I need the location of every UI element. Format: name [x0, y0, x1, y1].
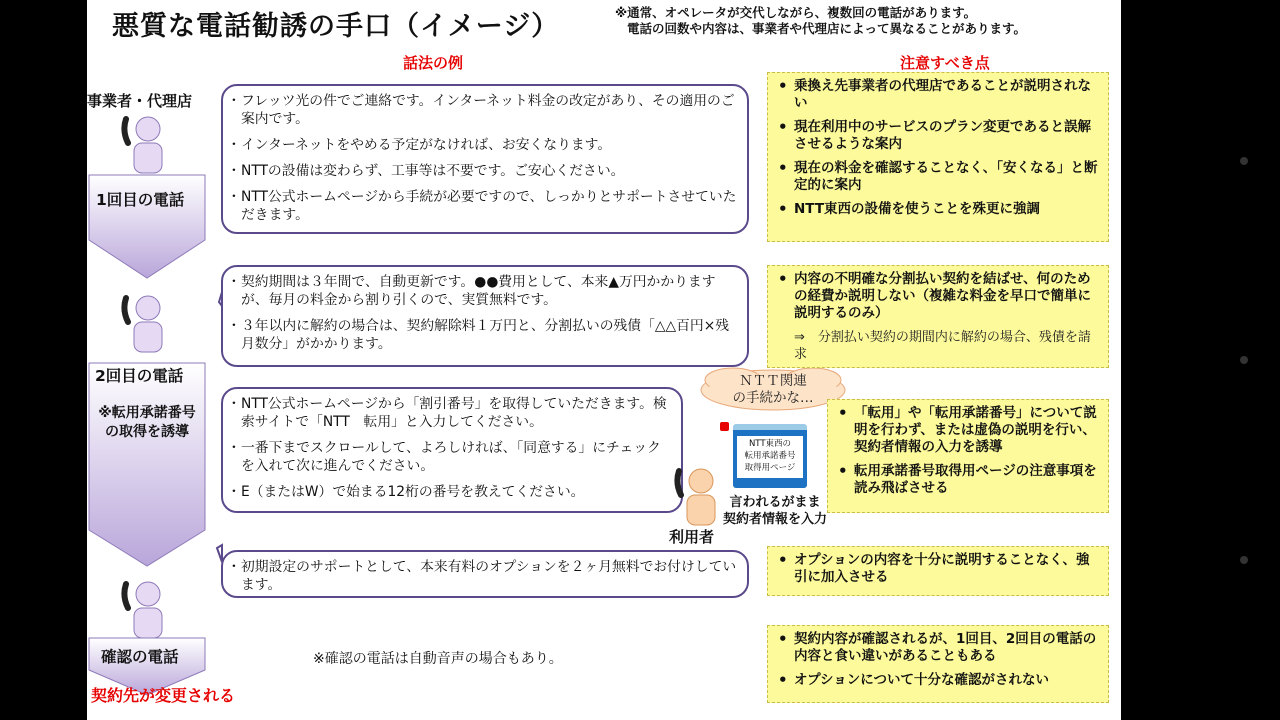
user-action-line-2: 契約者情報を入力	[723, 512, 828, 527]
speech-second-call-a	[221, 265, 749, 367]
caution-second-call-b	[827, 399, 1109, 513]
header-note	[615, 5, 1026, 37]
speech-second-b-item-2: ・ 一番下までスクロールして、よろしければ、「同意する」にチェックを入れて次に進んでください。	[241, 439, 671, 475]
user-action	[723, 494, 827, 528]
caution-third	[767, 546, 1109, 596]
caution-confirm-item-2: • オプションについて十分な確認がされない	[794, 672, 1100, 689]
operator-person-icon-3	[120, 578, 170, 640]
caution-first-call	[767, 72, 1109, 242]
webpage-mock-text	[737, 436, 803, 478]
pager-dot-3[interactable]	[1240, 556, 1248, 564]
webpage-mock	[733, 424, 807, 488]
webpage-line-1: NTT東西の	[748, 439, 792, 449]
caution-second-b-item-2: • 転用承諾番号取得用ページの注意事項を読み飛ばさせる	[854, 463, 1100, 497]
page-title: 悪質な電話勧誘の手口（イメージ）	[112, 11, 560, 42]
caution-first-item-3: • 現在の料金を確認することなく、「安くなる」と断定的に案内	[794, 160, 1100, 194]
caution-first-item-2: • 現在利用中のサービスのプラン変更であると誤解させるような案内	[794, 119, 1100, 153]
pager-dot-2[interactable]	[1240, 356, 1248, 364]
caution-second-b-item-1: • 「転用」や「転用承諾番号」について説明を行わず、または虚偽の説明を行い、契約者情報の入力を誘導	[854, 405, 1100, 456]
user-label: 利用者	[669, 528, 715, 546]
examples-heading: 話法の例	[403, 54, 464, 72]
operator-person-icon-2	[120, 292, 170, 354]
stage-second-note-line-1: ※転用承諾番号	[98, 405, 196, 421]
pager-dot-1[interactable]	[1240, 157, 1248, 165]
stage-second-note	[91, 404, 203, 442]
caution-confirm-call	[767, 625, 1109, 703]
stage-confirm-call: 確認の電話	[101, 648, 179, 666]
header-note-line-1: ※通常、オペレータが交代しながら、複数回の電話があります。	[615, 5, 977, 20]
webpage-line-2: 転用承諾番号	[744, 451, 796, 461]
thought-text-line-2: の手続かな…	[732, 390, 814, 406]
stage-second-note-line-2: の取得を誘導	[105, 424, 189, 440]
caution-first-item-1: • 乗換え先事業者の代理店であることが説明されない	[794, 78, 1100, 112]
speech-second-b-item-1: ・ NTT公式ホームページから「割引番号」を取得していただきます。検索サイトで「NTT 転用」と入力してください。	[241, 395, 671, 431]
speech-second-call-b	[221, 387, 683, 513]
header-note-line-2: 電話の回数や内容は、事業者や代理店によって異なることがあります。	[627, 21, 1027, 36]
speech-first-item-4: ・ NTT公式ホームページから手続が必要ですので、しっかりとサポートさせていただきます。	[241, 188, 737, 224]
caution-heading: 注意すべき点	[900, 54, 990, 72]
stage-second-call: 2回目の電話	[95, 367, 184, 385]
user-action-line-1: 言われるがまま	[729, 495, 821, 510]
speech-first-call	[221, 84, 749, 234]
speech-second-a-item-2: ・ ３年以内に解約の場合は、契約解除料１万円と、分割払いの残債「△△百円×残月数分」がかかります。	[241, 317, 737, 353]
caution-third-item-1: • オプションの内容を十分に説明することなく、強引に加入させる	[794, 552, 1100, 586]
confirm-call-note: ※確認の電話は自動音声の場合もあり。	[313, 651, 563, 667]
speech-first-item-3: ・ NTTの設備は変わらず、工事等は不要です。ご安心ください。	[241, 162, 737, 180]
stage-first-call: 1回目の電話	[96, 191, 185, 209]
thought-text	[703, 373, 843, 407]
speech-first-item-1: ・ フレッツ光の件でご連絡です。インターネット料金の改定があり、その適用のご案内です。	[241, 92, 737, 128]
speech-third-item-1: ・ 初期設定のサポートとして、本来有料のオプションを２ヶ月無料でお付けしています。	[241, 558, 737, 594]
slide	[87, 0, 1121, 720]
speech-first-item-2: ・ インターネットをやめる予定がなければ、お安くなります。	[241, 136, 737, 154]
operator-person-icon-1	[120, 113, 170, 175]
caution-second-a-item-1: • 内容の不明確な分割払い契約を結ばせ、何のための経費か説明しない（複雑な料金を早口で簡単に説明するのみ）	[794, 271, 1100, 322]
speech-second-b-item-3: ・ E（またはW）で始まる12桁の番号を教えてください。	[241, 483, 671, 501]
caution-second-call-a	[767, 265, 1109, 368]
speech-third	[221, 550, 749, 598]
stage-result: 契約先が変更される	[91, 686, 236, 705]
red-marker	[720, 422, 729, 431]
arrow-second-call	[89, 363, 205, 566]
caution-first-item-4: • NTT東西の設備を使うことを殊更に強調	[794, 201, 1100, 218]
user-person-icon	[673, 465, 723, 527]
speech-second-a-item-1: ・ 契約期間は３年間で、自動更新です。●●費用として、本来▲万円かかりますが、毎月の料金から割り引くので、実質無料です。	[241, 273, 737, 309]
webpage-line-3: 取得用ページ	[744, 463, 796, 473]
operator-label: 事業者・代理店	[87, 92, 193, 110]
caution-confirm-item-1: • 契約内容が確認されるが、1回目、2回目の電話の内容と食い違いがあることもある	[794, 631, 1100, 665]
caution-second-a-sub: ⇒ 分割払い契約の期間内に解約の場合、残債を請求	[794, 330, 1091, 362]
thought-text-line-1: ＮＴＴ関連	[739, 373, 807, 389]
